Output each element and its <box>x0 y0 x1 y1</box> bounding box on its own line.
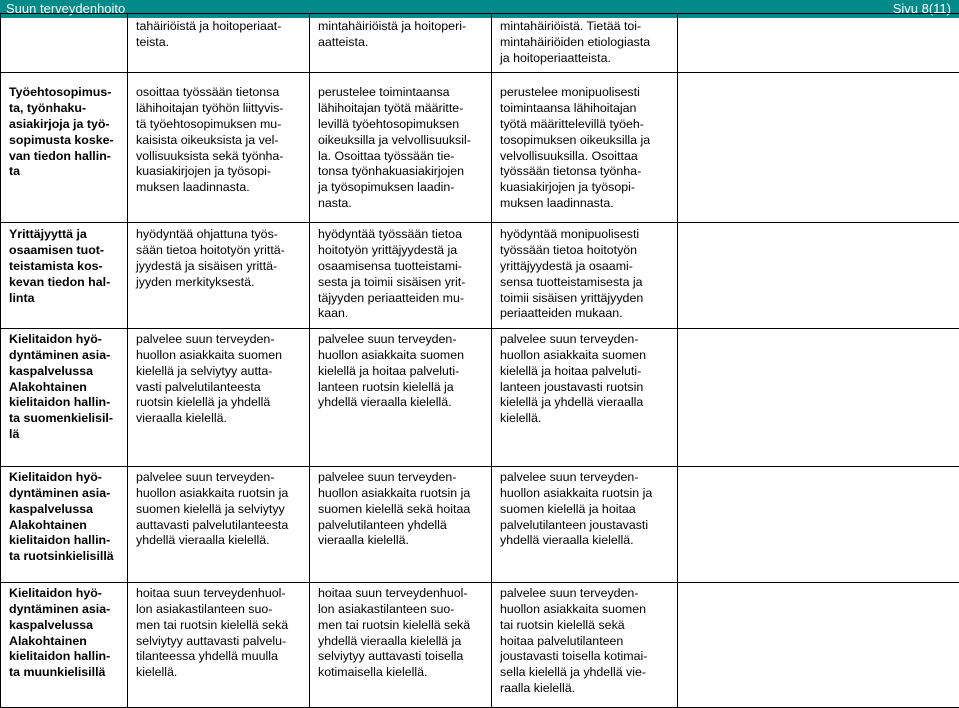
empty-cell <box>678 583 959 708</box>
page-number: Sivu 8(11) <box>893 1 951 16</box>
criteria-table <box>0 13 959 708</box>
criteria-cell: palvelee suun terveyden- huollon asiakkaita suomen kielellä ja hoitaa palveluti- lanteen ruotsin kielellä ja yhdellä vieraalla kielellä. <box>310 329 492 467</box>
criteria-cell: palvelee suun terveyden- huollon asiakkaita ruotsin ja suomen kielellä ja selviytyy auttavasti palvelutilanteesta yhdellä vieraalla kielellä. <box>128 467 310 583</box>
criteria-cell: hoitaa suun terveydenhuol- lon asiakastilanteen suo- men tai ruotsin kielellä sekä selviytyy auttavasti palvelu- tilanteessa yhdellä muulla kielellä. <box>128 583 310 708</box>
criteria-cell: osoittaa työssään tietonsa lähihoitajan työhön liittyvis- tä työehtosopimuksen mu- kaisista oikeuksista ja vel- vollisuuksista sekä työnha- kuasiakirjojen ja työsopi- muksen laadinnasta. <box>128 73 310 223</box>
criteria-cell: palvelee suun terveyden- huollon asiakkaita suomen kielellä ja hoitaa palveluti- lanteen joustavasti ruotsin kielellä ja yhdellä vieraalla kielellä. <box>492 329 678 467</box>
criteria-cell: tahäiriöistä ja hoitoperiaat- teista. <box>128 14 310 73</box>
row-heading: Yrittäjyyttä ja osaamisen tuot- teistamista kos- kevan tiedon hal- linta <box>1 223 128 329</box>
criteria-cell: hyödyntää ohjattuna työs- sään tietoa hoitotyön yrittä- jyydestä ja sisäisen yrittä- jyyden merkityksestä. <box>128 223 310 329</box>
empty-cell <box>678 14 959 73</box>
row-heading: Työehtosopimus- ta, työnhaku- asiakirjoja ja työ- sopimusta koske- van tiedon hallin- ta <box>1 73 128 223</box>
row-heading: Kielitaidon hyö- dyntäminen asia- kaspalvelussa Alakohtainen kielitaidon hallin- ta ruotsinkielisillä <box>1 467 128 583</box>
criteria-cell: palvelee suun terveyden- huollon asiakkaita suomen kielellä ja selviytyy autta- vasti palvelutilanteesta ruotsin kielellä ja yhdellä vieraalla kielellä. <box>128 329 310 467</box>
empty-cell <box>678 329 959 467</box>
criteria-cell: hoitaa suun terveydenhuol- lon asiakastilanteen suo- men tai ruotsin kielellä sekä yhdellä vieraalla kielellä ja selviytyy auttavasti toisella kotimaisella kielellä. <box>310 583 492 708</box>
row-heading: Kielitaidon hyö- dyntäminen asia- kaspalvelussa Alakohtainen kielitaidon hallin- ta suomenkielisil- lä <box>1 329 128 467</box>
empty-cell <box>678 73 959 223</box>
table-row <box>1 73 959 223</box>
empty-cell <box>678 467 959 583</box>
criteria-cell: mintahäiriöistä ja hoitoperi- aatteista. <box>310 14 492 73</box>
site-title: Suun terveydenhoito <box>6 1 125 16</box>
table-row <box>1 14 959 73</box>
table-row <box>1 329 959 467</box>
empty-cell <box>678 223 959 329</box>
criteria-cell: hyödyntää työssään tietoa hoitotyön yrittäjyydestä ja osaamisensa tuotteistami- sesta ja toimii sisäisen yrit- täjyyden periaatteiden mu- kaan. <box>310 223 492 329</box>
criteria-cell: hyödyntää monipuolisesti työssään tietoa hoitotyön yrittäjyydestä ja osaami- sensa tuotteistamisesta ja toimii sisäisen yrittäjyyden periaatteiden mukaan. <box>492 223 678 329</box>
criteria-cell: perustelee toimintaansa lähihoitajan työtä määritte- levillä työehtosopimuksen oikeuksilla ja velvollisuuksil- la. Osoittaa työssään tie- tonsa työnhakuasiakirjojen ja työsopimuksen laadin- nasta. <box>310 73 492 223</box>
table-row <box>1 467 959 583</box>
criteria-cell: perustelee monipuolisesti toimintaansa lähihoitajan työtä määrittelevillä työeh- tosopimuksen oikeuksilla ja velvollisuuksilla. Osoittaa työssään tietonsa työnha- kuasiakirjojen ja työsopi- muksen laadinnasta. <box>492 73 678 223</box>
criteria-cell: mintahäiriöistä. Tietää toi- mintahäiriöiden etiologiasta ja hoitoperiaatteista. <box>492 14 678 73</box>
table-row <box>1 223 959 329</box>
table-row <box>1 583 959 708</box>
row-heading <box>1 14 128 73</box>
criteria-cell: palvelee suun terveyden- huollon asiakkaita suomen tai ruotsin kielellä sekä hoitaa palvelutilanteen joustavasti toisella kotimai- sella kielellä ja yhdellä vie- raalla kielellä. <box>492 583 678 708</box>
row-heading: Kielitaidon hyö- dyntäminen asia- kaspalvelussa Alakohtainen kielitaidon hallin- ta muunkielisillä <box>1 583 128 708</box>
criteria-cell: palvelee suun terveyden- huollon asiakkaita ruotsin ja suomen kielellä ja hoitaa palvelutilanteen joustavasti yhdellä vieraalla kielellä. <box>492 467 678 583</box>
criteria-cell: palvelee suun terveyden- huollon asiakkaita ruotsin ja suomen kielellä sekä hoitaa palvelutilanteen yhdellä vieraalla kielellä. <box>310 467 492 583</box>
